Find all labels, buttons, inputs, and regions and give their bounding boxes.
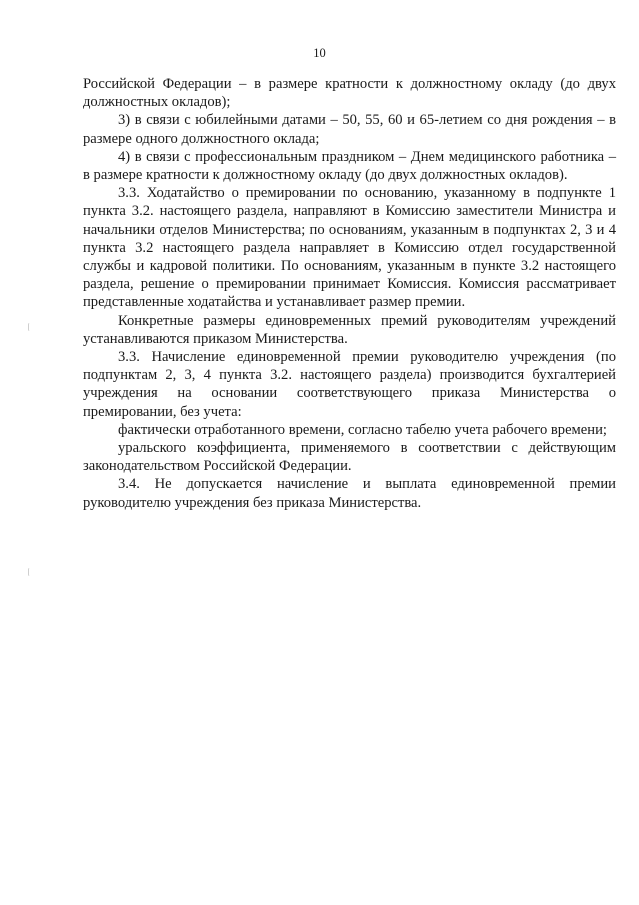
paragraph-bonus-amounts: Конкретные размеры единовременных премий руководителям учреждений устанавливаются приказом Министерства.: [83, 312, 616, 347]
paragraph-federation-continuation: Российской Федерации – в размере кратности к должностному окладу (до двух должностных окладов);: [83, 76, 616, 111]
margin-mark: [28, 568, 31, 576]
paragraph-worked-time: фактически отработанного времени, согласно табелю учета рабочего времени;: [118, 421, 607, 438]
paragraph-item-4-holiday: 4) в связи с профессиональным праздником – Днем медицинского работника – в размере кратности к должностному окладу (до двух должностных окладов).: [83, 148, 616, 184]
paragraph-3-3-petition: 3.3. Ходатайство о премировании по основанию, указанному в подпункте 1 пункта 3.2. настоящего раздела, направляют в Комиссию заместители Министра и начальники отделов Министерства; по основаниям, указанным в подпунктах 2, 3 и 4 пункта 3.2 настоящего раздела направляет в Комиссию отдел государственной службы и кадровой политики. По основаниям, указанным в пункте 3.2 настоящего раздела, решение о премировании принимает Комиссия. Комиссия рассматривает представленные ходатайства и устанавливает размер премии.: [83, 185, 616, 311]
paragraph-ural-coefficient: уральского коэффициента, применяемого в соответствии с действующим законодательством Российской Федерации.: [83, 440, 616, 475]
paragraph-item-3-jubilee: 3) в связи с юбилейными датами – 50, 55, 60 и 65-летием со дня рождения – в размере одного должностного оклада;: [83, 112, 616, 147]
paragraph-3-3-accrual: 3.3. Начисление единовременной премии руководителю учреждения (по подпунктам 2, 3, 4 пункта 3.2. настоящего раздела) производится бухгалтерией учреждения на основании соответствующего приказа Министерства о премировании, без учета:: [83, 349, 616, 420]
margin-mark: [28, 323, 31, 331]
page-number: 10: [313, 46, 326, 60]
paragraph-3-4-prohibition: 3.4. Не допускается начисление и выплата единовременной премии руководителю учреждения без приказа Министерства.: [83, 476, 616, 511]
document-body: [83, 75, 616, 512]
